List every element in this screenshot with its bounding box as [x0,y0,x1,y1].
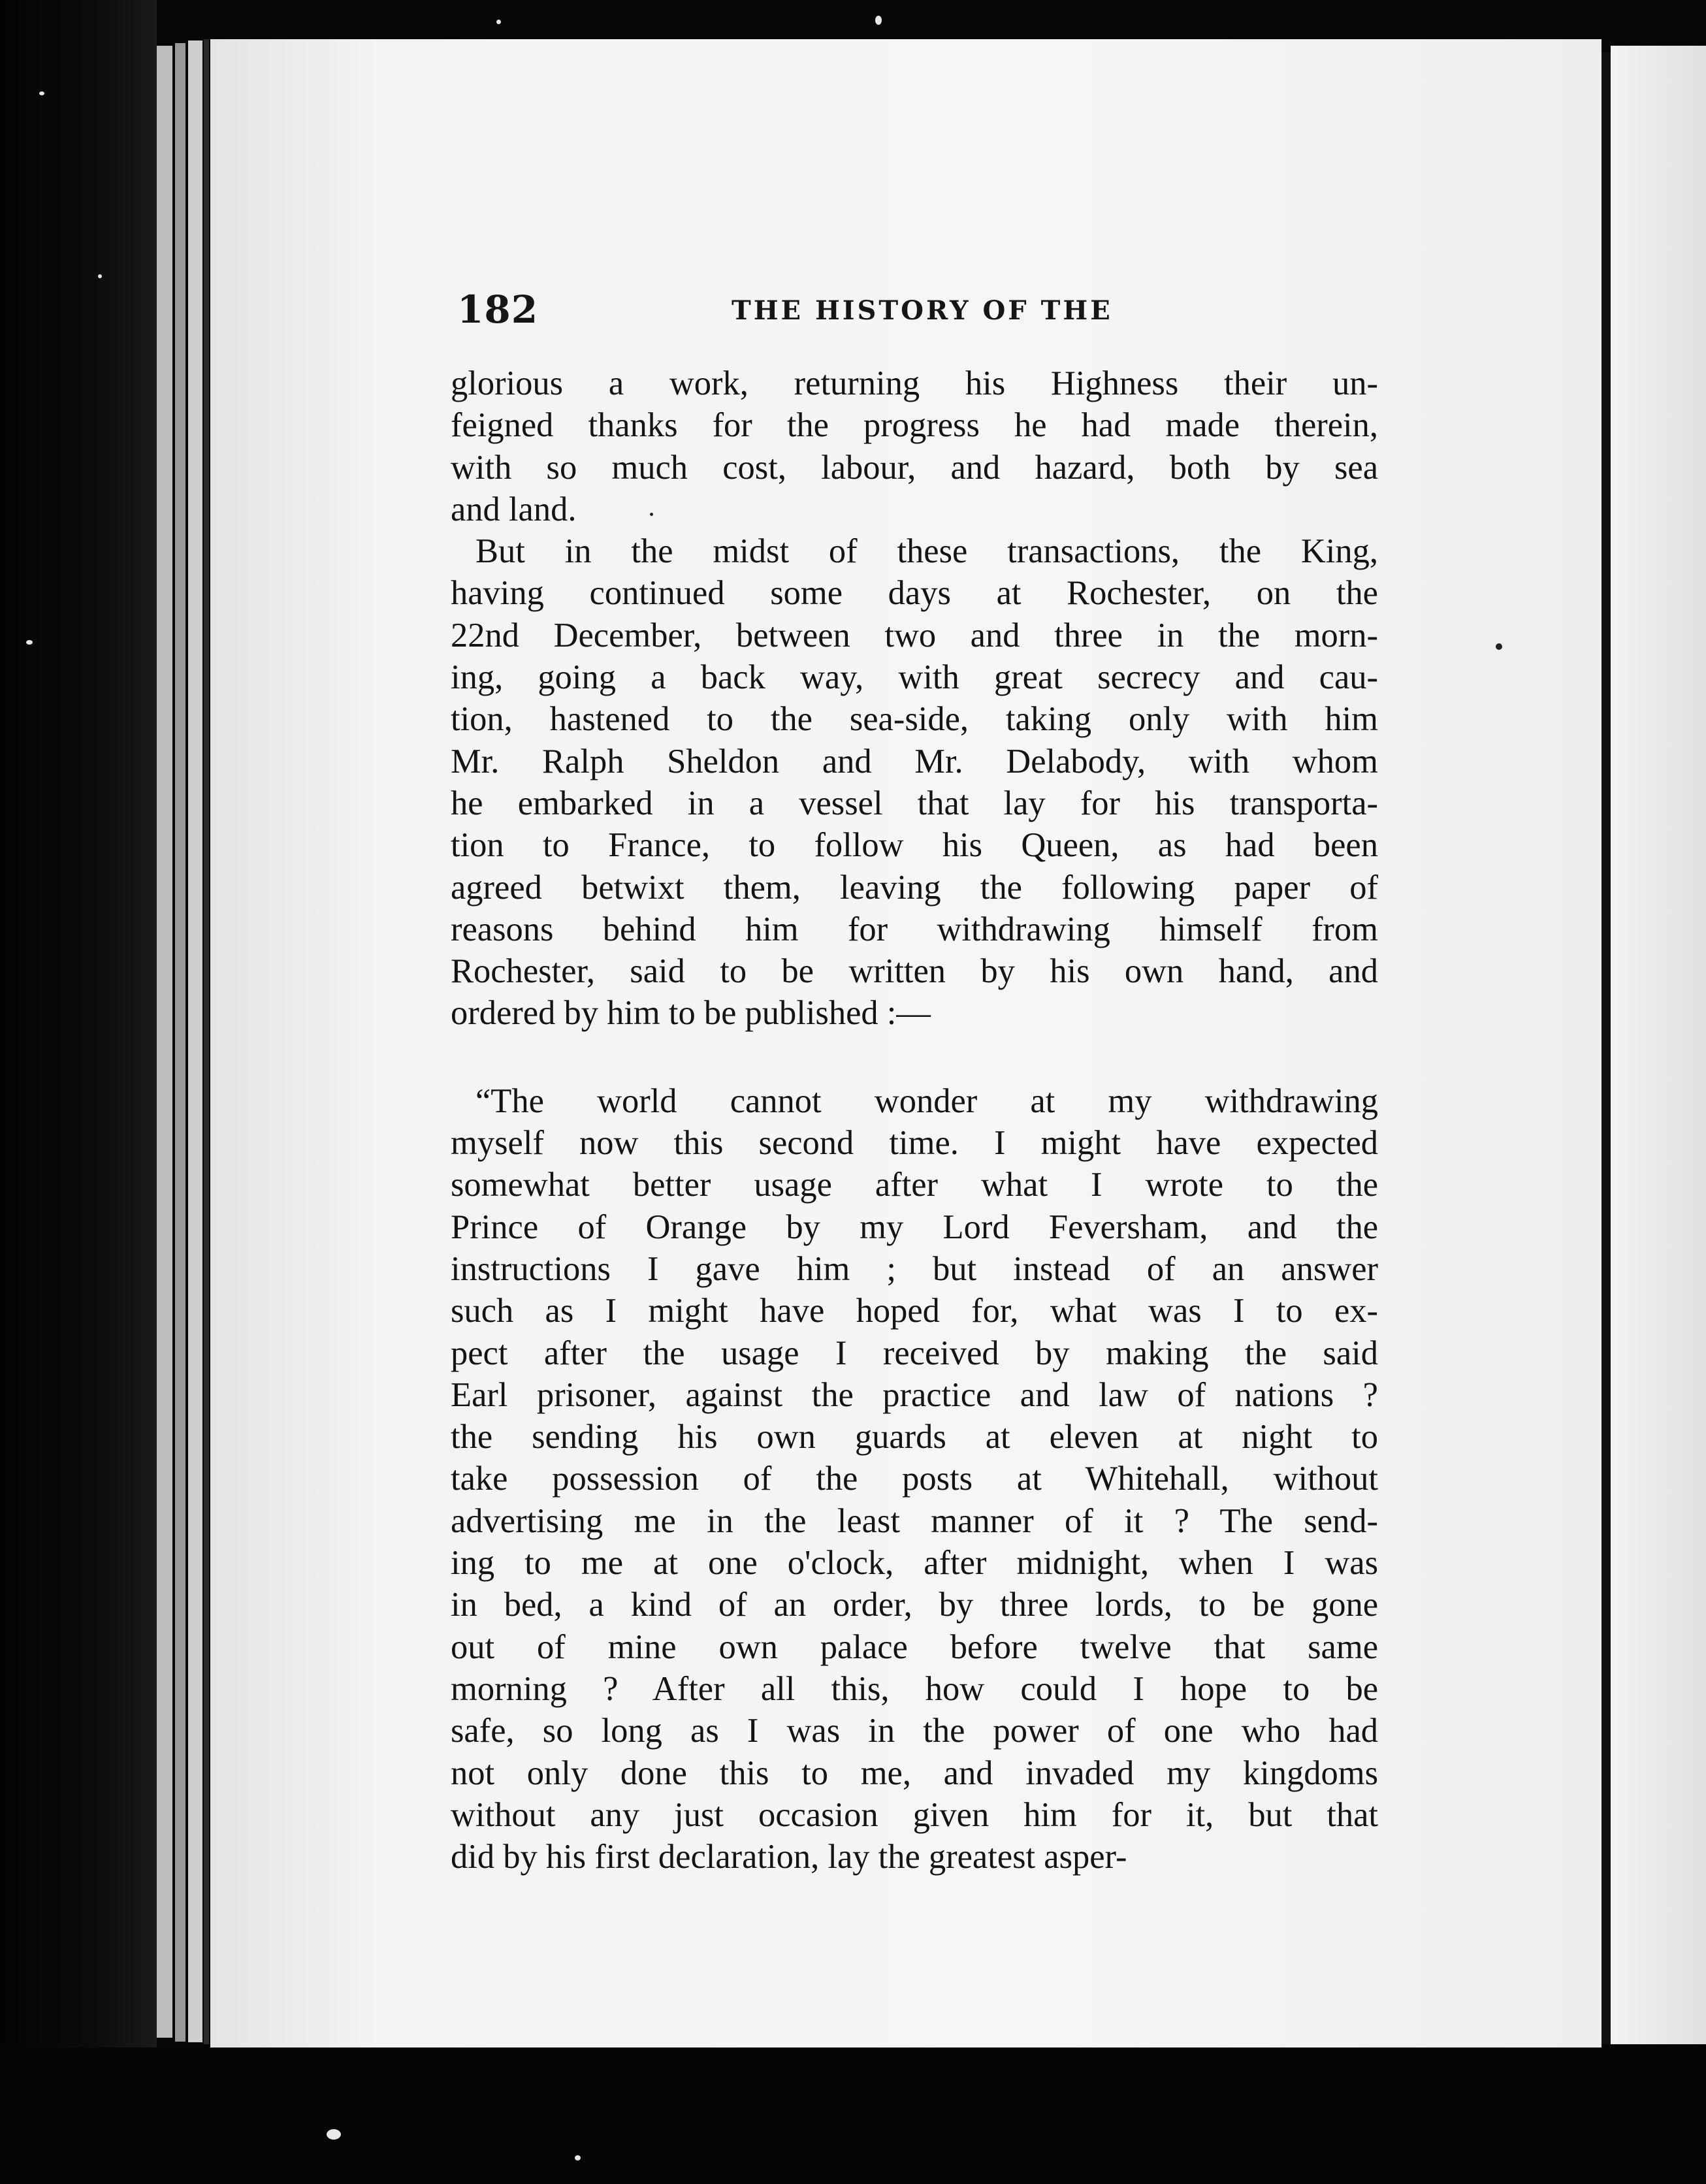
text-line: having continued some days at Rochester, on the [451,574,1378,613]
text-line: not only done this to me, and invaded my kingdoms [451,1754,1378,1792]
page-edge [204,39,209,2044]
text-line: advertising me in the least manner of it ? The send- [451,1502,1378,1540]
gutter-rule [1601,52,1611,2044]
text-line: pect after the usage I received by making the said [451,1334,1378,1372]
page-edge [188,40,202,2042]
scan-speck [575,2155,581,2160]
page-edge [157,46,172,2038]
text-line: such as I might have hoped for, what was I to ex- [451,1292,1378,1330]
film-left-border [0,0,157,2184]
scan-speck [496,20,501,24]
text-line: Earl prisoner, against the practice and law of nations ? [451,1375,1378,1414]
text-line: safe, so long as I was in the power of one who had [451,1712,1378,1750]
page-header [457,287,1424,340]
text-line: tion, hastened to the sea-side, taking only with him [451,700,1378,739]
text-line: Prince of Orange by my Lord Feversham, and the [451,1208,1378,1246]
text-line: somewhat better usage after what I wrote to the [451,1166,1378,1204]
text-line: and land. [451,490,577,528]
paragraph-gap [451,1035,1378,1080]
text-line: out of mine own palace before twelve that same [451,1628,1378,1666]
running-head: THE HISTORY OF THE [732,295,1113,326]
scan-speck [650,513,653,516]
text-line: the sending his own guards at eleven at night to [451,1418,1378,1456]
scan-speck [26,640,33,645]
scan-speck [39,91,44,95]
text-line: morning ? After all this, how could I hope to be [451,1669,1378,1708]
text-line: 22nd December, between two and three in the morn- [451,616,1378,654]
text-line: he embarked in a vessel that lay for his transporta- [451,784,1378,822]
text-line: Mr. Ralph Sheldon and Mr. Delabody, with whom [451,742,1378,780]
scan-speck [327,2129,341,2140]
text-line: reasons behind him for withdrawing himself from [451,910,1378,948]
text-line: in bed, a kind of an order, by three lords, to be gone [451,1586,1378,1624]
text-line: “The world cannot wonder at my withdrawing [475,1082,1378,1120]
text-line: myself now this second time. I might have expected [451,1124,1378,1163]
facing-page-edge [1611,46,1706,2044]
text-line: ordered by him to be published :— [451,994,931,1033]
text-line: ing, going a back way, with great secrecy and cau- [451,658,1378,697]
text-line: feigned thanks for the progress he had made therein, [451,406,1378,445]
film-bottom-border [0,2048,1706,2184]
page-number: 182 [457,287,539,332]
page-edge [175,43,185,2042]
text-line: without any just occasion given him for it, but that [451,1795,1378,1834]
text-line: ing to me at one o'clock, after midnight, when I was [451,1544,1378,1582]
scan-speck [1496,643,1502,650]
text-line: glorious a work, returning his Highness their un- [451,364,1378,402]
text-line: take possession of the posts at Whitehall, without [451,1460,1378,1498]
scan-speck [98,274,102,278]
body-text [451,362,1378,1878]
text-line: Rochester, said to be written by his own hand, and [451,952,1378,991]
scan-speck [875,16,882,25]
text-line: But in the midst of these transactions, the King, [475,532,1378,571]
text-line: instructions I gave him ; but instead of an answer [451,1249,1378,1288]
text-line: with so much cost, labour, and hazard, both by sea [451,448,1378,487]
text-line: did by his first declaration, lay the greatest asper- [451,1838,1127,1876]
text-line: tion to France, to follow his Queen, as had been [451,826,1378,865]
text-line: agreed betwixt them, leaving the following paper of [451,868,1378,907]
